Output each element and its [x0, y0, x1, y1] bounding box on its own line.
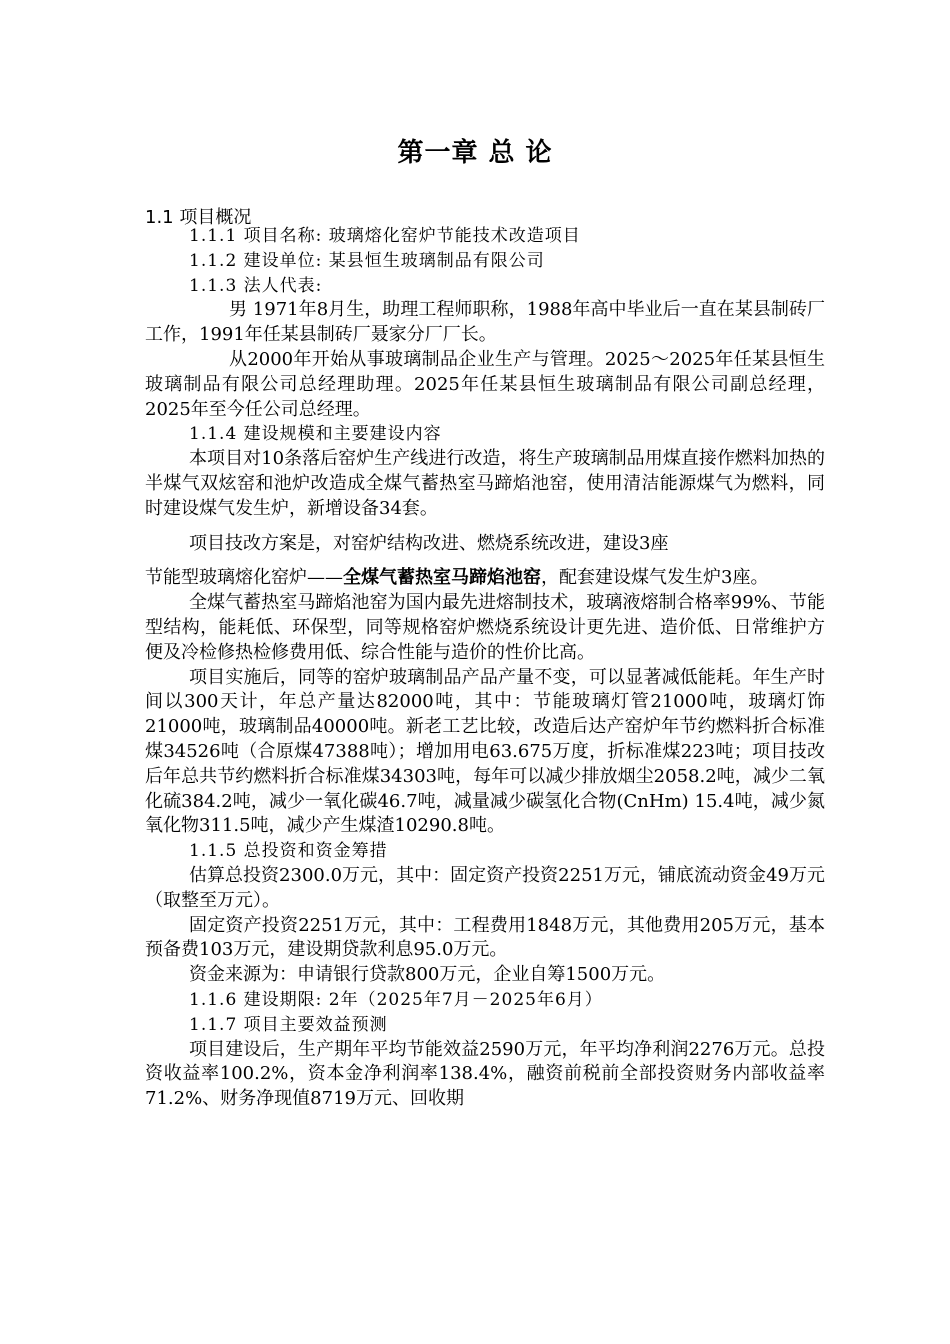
heading-1-1-7: 1.1.7 项目主要效益预测 — [189, 1014, 388, 1035]
plan-bold-text: 全煤气蓄热室马蹄焰池窑 — [343, 567, 541, 589]
paragraph-plan-line1: 项目技改方案是，对窑炉结构改进、燃烧系统改进，建设3座 — [189, 532, 669, 554]
heading-1-1-6: 1.1.6 建设期限: 2年（2025年7月－2025年6月） — [189, 989, 603, 1010]
section-heading: 1.1 项目概况 — [145, 207, 252, 228]
heading-1-1-1: 1.1.1 项目名称: 玻璃熔化窑炉节能技术改造项目 — [189, 226, 581, 246]
paragraph-career: 从2000年开始从事玻璃制品企业生产与管理。2025～2025年任某县恒生玻璃制品有限公司总经理助理。2025年任某县恒生玻璃制品有限公司副总经理，2025年至今任公司总经理。 — [145, 348, 825, 420]
paragraph-scope: 本项目对10条落后窑炉生产线进行改造，将生产玻璃制品用煤直接作燃料加热的半煤气双炫窑和池炉改造成全煤气蓄热室马蹄焰池窑，使用清洁能源煤气为燃料，同时建设煤气发生炉，新增设备34套。 — [145, 448, 825, 519]
chapter-title: 第一章 总 论 — [397, 138, 553, 168]
paragraph-fixed-assets: 固定资产投资2251万元，其中：工程费用1848万元，其他费用205万元，基本预备费103万元，建设期贷款利息95.0万元。 — [145, 914, 825, 961]
paragraph-legal-rep-bio: 男 1971年8月生，助理工程师职称，1988年高中毕业后一直在某县制砖厂工作，1991年任某县制砖厂聂家分厂厂长。 — [145, 299, 825, 346]
heading-1-1-5: 1.1.5 总投资和资金筹措 — [189, 841, 388, 862]
paragraph-returns: 项目建设后，生产期年平均节能效益2590万元，年平均净利润2276万元。总投资收益率100.2%，资本金净利润率138.4%，融资前税前全部投资财务内部收益率71.2%、财务净现值8719万元、回收期 — [145, 1038, 825, 1110]
paragraph-benefits: 项目实施后，同等的窑炉玻璃制品产品产量不变，可以显著减低能耗。年生产时间以300天计，年总产量达82000吨，其中：节能玻璃灯管21000吨，玻璃灯饰21000吨，玻璃制品40000吨。新老工艺比较，改造后达产窑炉年节约燃料折合标准煤34526吨（合原煤47388吨）；增加用电63.675万度，折标准煤223吨；项目技改后年总共节约燃料折合标准煤34303吨，每年可以减少排放烟尘2058.2吨，减少二氧化硫384.2吨，减少一氧化碳46.7吨，减量减少碳氢化合物(CnHm) 15.4吨，减少氮氧化物311.5吨，减少产生煤渣10290.8吨。 — [145, 666, 825, 837]
heading-1-1-3: 1.1.3 法人代表: — [189, 275, 323, 296]
document-body — [145, 224, 825, 1112]
paragraph-funding-source: 资金来源为：申请银行贷款800万元，企业自筹1500万元。 — [189, 964, 666, 986]
plan-text-a: 节能型玻璃熔化窑炉—— — [145, 567, 343, 589]
heading-1-1-2: 1.1.2 建设单位: 某县恒生玻璃制品有限公司 — [189, 250, 545, 271]
paragraph-plan — [145, 566, 825, 591]
paragraph-technology: 全煤气蓄热室马蹄焰池窑为国内最先进熔制技术，玻璃液熔制合格率99%、节能型结构，能耗低、环保型，同等规格窑炉燃烧系统设计更先进、造价低、日常维护方便及冷检修热检修费用低、综合性能与造价的性价比高。 — [145, 592, 825, 663]
heading-1-1-4: 1.1.4 建设规模和主要建设内容 — [189, 424, 442, 445]
paragraph-total-investment: 估算总投资2300.0万元，其中：固定资产投资2251万元，铺底流动资金49万元（取整至万元）。 — [145, 864, 825, 911]
plan-text-c: ，配套建设煤气发生炉3座。 — [541, 567, 769, 589]
